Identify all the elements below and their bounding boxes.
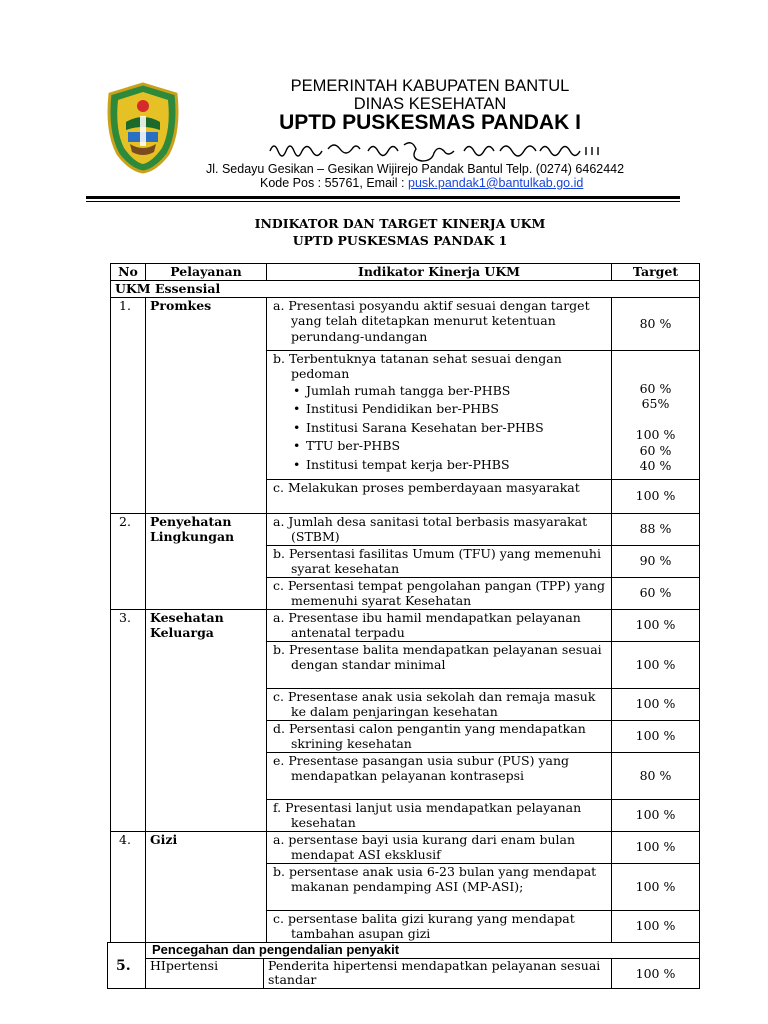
- service-name: Gizi: [146, 831, 267, 942]
- indicator-text: a. Presentasi posyandu aktif sesuai dengan target yang telah ditetapkan menurut ketentuan perundang-undangan: [273, 297, 590, 344]
- indicator-cell: [267, 641, 612, 688]
- header-government: PEMERINTAH KABUPATEN BANTUL: [290, 77, 570, 95]
- header-contact: [260, 177, 583, 190]
- indicator-text: Penderita hipertensi mendapatkan pelayanan sesuai standar: [264, 959, 612, 989]
- indicator-text: c. Persentasi tempat pengolahan pangan (TPP) yang memenuhi syarat Kesehatan: [273, 577, 606, 608]
- target-value: 100 %: [612, 799, 700, 831]
- target-value: 60 %: [639, 442, 672, 458]
- indicator-text: a. Jumlah desa sanitasi total berbasis masyarakat (STBM): [273, 513, 588, 544]
- target-value: 100 %: [612, 831, 700, 863]
- target-value: 80 %: [612, 752, 700, 799]
- table-row: [111, 513, 700, 545]
- target-value: 40 %: [639, 458, 672, 473]
- table-row: [111, 609, 700, 641]
- target-value: 100 %: [612, 479, 700, 513]
- target-value: 100 %: [612, 688, 700, 720]
- indicator-cell: [267, 688, 612, 720]
- section-row: [111, 281, 700, 298]
- col-header-indikator: Indikator Kinerja UKM: [267, 264, 612, 281]
- target-value: 100 %: [612, 863, 700, 910]
- letterhead-rule-thick: [86, 196, 680, 199]
- indicator-cell: [267, 863, 612, 910]
- section-row: [108, 943, 700, 959]
- list-item: • Jumlah rumah tangga ber-PHBS: [291, 382, 607, 401]
- indicator-text: a. persentase bayi usia kurang dari enam bulan mendapat ASI eksklusif: [273, 831, 576, 862]
- row-number: 3.: [111, 609, 146, 831]
- disease-control-table: [107, 942, 700, 989]
- target-value: 88 %: [612, 513, 700, 545]
- indicator-cell: [267, 910, 612, 942]
- indicator-text: b. Terbentuknya tatanan sehat sesuai dengan pedoman: [273, 350, 562, 381]
- indicator-cell: [267, 831, 612, 863]
- indicator-text: b. Presentase balita mendapatkan pelayanan sesuai dengan standar minimal: [273, 641, 602, 672]
- service-name: Kesehatan Keluarga: [146, 609, 267, 831]
- header-institution: UPTD PUSKESMAS PANDAK I: [279, 111, 581, 134]
- target-value: 80 %: [612, 297, 700, 350]
- indicator-table: [110, 263, 700, 943]
- header-department: DINAS KESEHATAN: [353, 95, 507, 113]
- section-label: Pencegahan dan pengendalian penyakit: [146, 943, 700, 959]
- col-header-pelayanan: Pelayanan: [146, 264, 267, 281]
- indicator-cell: [267, 297, 612, 350]
- target-value: 90 %: [612, 545, 700, 577]
- target-value: 60 %: [639, 380, 672, 396]
- indicator-text: b. persentase anak usia 6-23 bulan yang mendapat makanan pendamping ASI (MP-ASI);: [273, 863, 597, 894]
- table-row: [111, 297, 700, 350]
- email-link[interactable]: pusk.pandak1@bantulkab.go.id: [408, 176, 584, 190]
- indicator-cell: [267, 577, 612, 609]
- indicator-text: f. Presentasi lanjut usia mendapatkan pelayanan kesehatan: [273, 799, 582, 830]
- bantul-regency-logo: [104, 82, 182, 174]
- indicator-cell: [267, 513, 612, 545]
- target-value: 65%: [641, 396, 670, 411]
- target-spacer: [616, 412, 695, 428]
- indicator-text: c. Melakukan proses pemberdayaan masyarakat: [273, 479, 580, 495]
- row-number: 4.: [111, 831, 146, 942]
- target-value: 100 %: [612, 641, 700, 688]
- indicator-cell: [267, 545, 612, 577]
- section-label: UKM Essensial: [111, 281, 700, 298]
- col-header-no: No: [111, 264, 146, 281]
- javanese-script-line: [268, 137, 604, 163]
- list-item: • Institusi Sarana Kesehatan ber-PHBS: [291, 419, 607, 438]
- letterhead-rule-thin: [86, 201, 680, 202]
- list-item: • Institusi Pendidikan ber-PHBS: [291, 400, 607, 419]
- target-value: 100 %: [635, 427, 676, 442]
- table-header-row: [111, 264, 700, 281]
- indicator-cell: [267, 720, 612, 752]
- postal-code-text: Kode Pos : 55761, Email :: [260, 176, 409, 190]
- target-value: 100 %: [612, 959, 700, 989]
- col-header-target: Target: [612, 264, 700, 281]
- indicator-text: a. Presentase ibu hamil mendapatkan pelayanan antenatal terpadu: [273, 609, 581, 640]
- indicator-text: c. Presentase anak usia sekolah dan remaja masuk ke dalam penjaringan kesehatan: [273, 688, 596, 719]
- indicator-cell: [267, 752, 612, 799]
- indicator-cell: [267, 609, 612, 641]
- header-address: Jl. Sedayu Gesikan – Gesikan Wijirejo Pandak Bantul Telp. (0274) 6462442: [206, 162, 625, 176]
- indicator-cell: [267, 350, 612, 479]
- indicator-text: b. Persentasi fasilitas Umum (TFU) yang memenuhi syarat kesehatan: [273, 545, 601, 576]
- service-name: HIpertensi: [146, 959, 264, 989]
- target-value: 100 %: [612, 720, 700, 752]
- service-name: Promkes: [146, 297, 267, 513]
- document-subtitle: UPTD PUSKESMAS PANDAK 1: [292, 233, 508, 248]
- indicator-cell: [267, 479, 612, 513]
- target-value: 100 %: [612, 609, 700, 641]
- target-value: 60 %: [612, 577, 700, 609]
- list-item: • TTU ber-PHBS: [291, 437, 607, 456]
- indicator-bullet-list: [273, 382, 607, 475]
- row-number: 5.: [108, 943, 146, 989]
- indicator-text: e. Presentase pasangan usia subur (PUS) yang mendapatkan pelayanan kontrasepsi: [273, 752, 570, 783]
- table-row: [108, 959, 700, 989]
- service-name: Penyehatan Lingkungan: [146, 513, 267, 609]
- indicator-cell: [267, 799, 612, 831]
- indicator-text: d. Persentasi calon pengantin yang mendapatkan skrining kesehatan: [273, 720, 586, 751]
- document-title: INDIKATOR DAN TARGET KINERJA UKM: [254, 216, 546, 231]
- row-number: 2.: [111, 513, 146, 609]
- indicator-text: c. persentase balita gizi kurang yang mendapat tambahan asupan gizi: [273, 910, 575, 941]
- table-row: [111, 831, 700, 863]
- target-values: [612, 350, 700, 479]
- list-item: • Institusi tempat kerja ber-PHBS: [291, 456, 607, 475]
- target-value: 100 %: [612, 910, 700, 942]
- row-number: 1.: [111, 297, 146, 513]
